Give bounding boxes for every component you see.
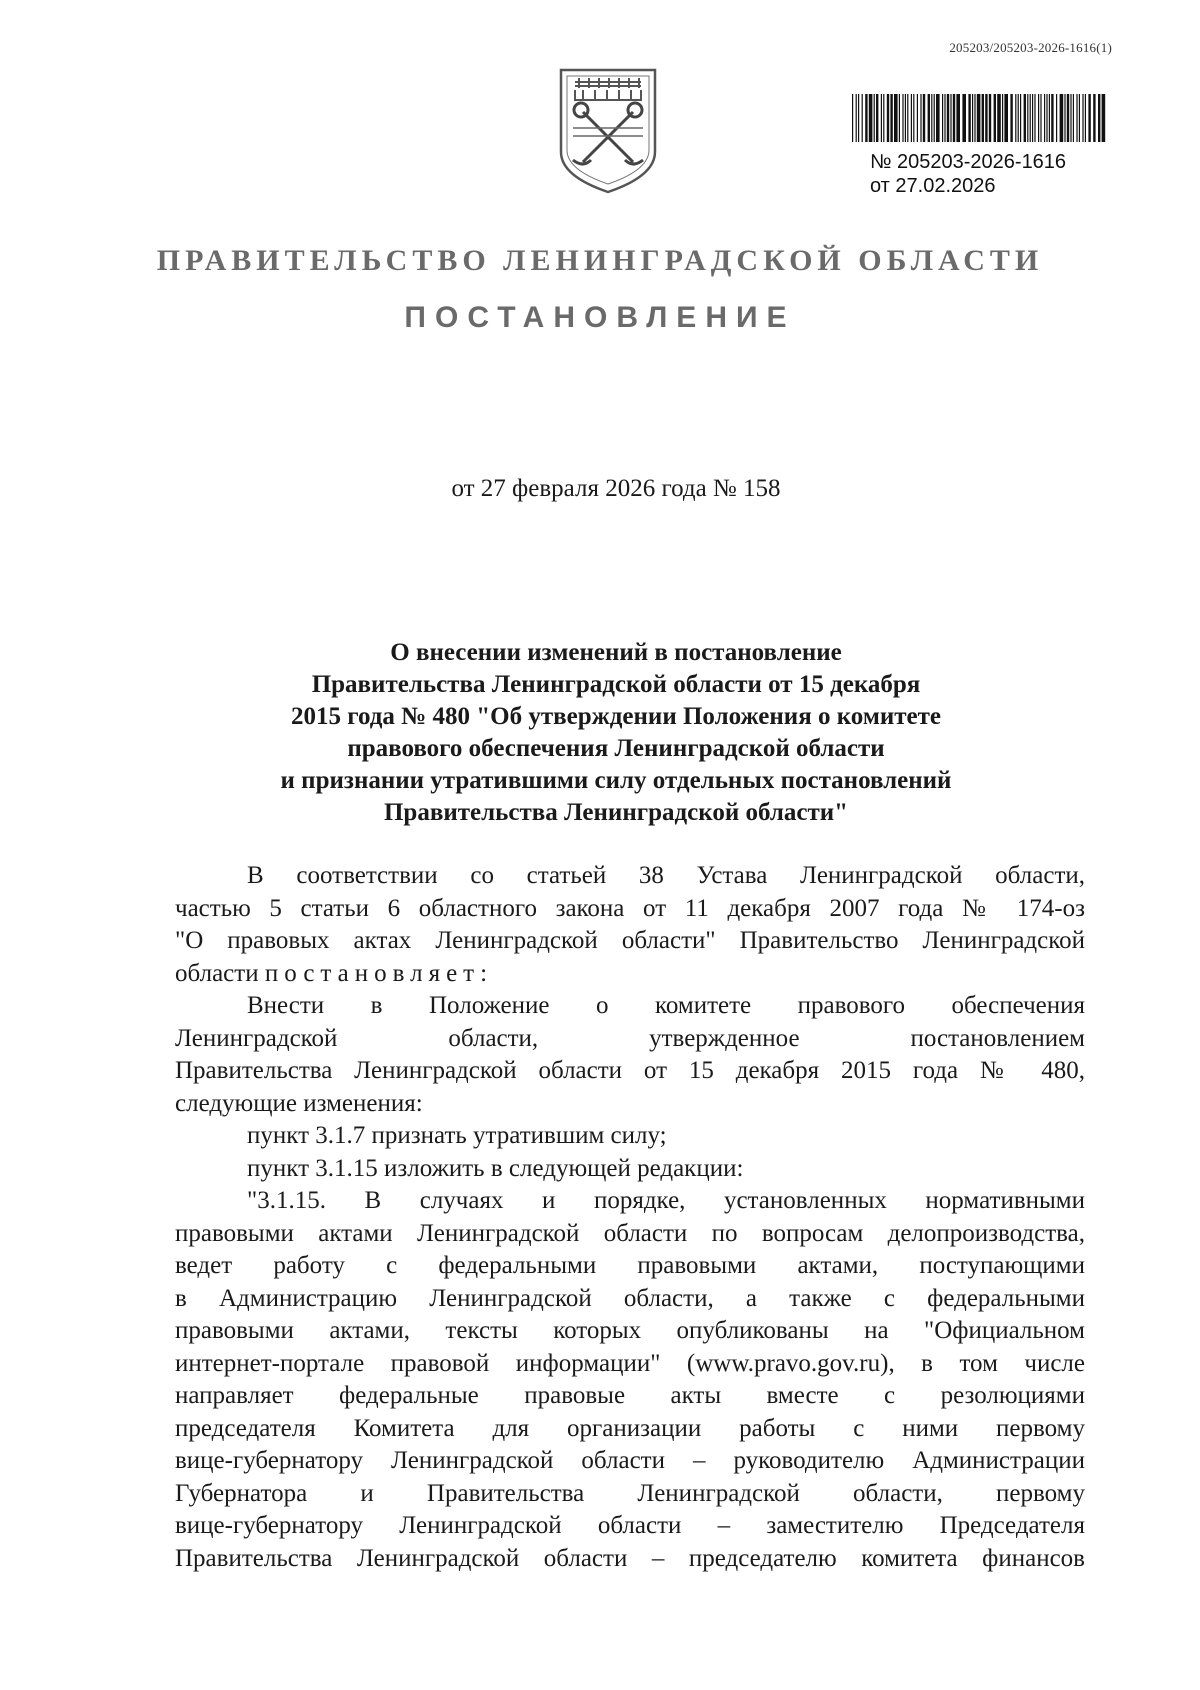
body-line: "О правовых актах Ленинградской области" Правительство Ленинградской [175, 927, 1085, 954]
body-text: области [175, 959, 259, 987]
title-line: 2015 года № 480 "Об утверждении Положения о комитете [291, 703, 941, 730]
body-line: правовыми актами, тексты которых опубликованы на "Официальном [175, 1317, 1085, 1344]
body-line: Правительства Ленинградской области от 15 декабря 2015 года № 480, [175, 1057, 1085, 1084]
leningrad-oblast-coat-of-arms-icon [553, 64, 663, 199]
body-line: в Администрацию Ленинградской области, а также с федеральными [175, 1284, 1085, 1312]
registration-number: № 205203-2026-1616 [870, 151, 1067, 173]
body-line: правовыми актами Ленинградской области по вопросам делопроизводства, [175, 1219, 1085, 1247]
title-line: правового обеспечения Ленинградской области [347, 735, 885, 762]
body-line: В соответствии со статьей 38 Устава Ленинградской области, [247, 862, 1085, 889]
barcode-icon [850, 94, 1108, 142]
document-code: 205203/205203-2026-1616(1) [949, 40, 1112, 55]
body-line: председателя Комитета для организации работы с ними первому [175, 1414, 1085, 1442]
body-line: Внести в Положение о комитете правового обеспечения [247, 992, 1085, 1019]
title-line: Правительства Ленинградской области" [383, 799, 849, 826]
registration-block [850, 94, 1112, 198]
body-line [175, 958, 1085, 991]
body-line: интернет-портале правовой информации" (www.pravo.gov.ru), в том числе [175, 1349, 1085, 1377]
body-text-spaced: постановляет: [264, 959, 494, 987]
title-line: и признании утратившими силу отдельных постановлений [280, 767, 952, 794]
body-line: вице-губернатору Ленинградской области – заместителю Председателя [175, 1512, 1085, 1539]
document-title [0, 637, 1200, 829]
body-line: следующие изменения: [175, 1089, 423, 1117]
document-type: ПОСТАНОВЛЕНИЕ [404, 301, 796, 334]
body-line: пункт 3.1.15 изложить в следующей редакции: [247, 1154, 744, 1182]
registration-date: от 27.02.2026 [870, 175, 996, 197]
body-line: Ленинградской области, утвержденное постановлением [175, 1024, 1085, 1052]
title-line: Правительства Ленинградской области от 15 декабря [311, 671, 921, 698]
document-date-number: от 27 февраля 2026 года № 158 [451, 475, 781, 502]
document-body [175, 860, 1085, 1575]
body-line: направляет федеральные правовые акты вместе с резолюциями [175, 1382, 1085, 1409]
body-line: Правительства Ленинградской области – председателю комитета финансов [175, 1544, 1085, 1572]
body-line: вице-губернатору Ленинградской области – руководителю Администрации [175, 1447, 1085, 1474]
body-line: Губернатора и Правительства Ленинградской области, первому [175, 1479, 1085, 1507]
body-line: "3.1.15. В случаях и порядке, установленных нормативными [247, 1187, 1085, 1214]
body-line: частью 5 статьи 6 областного закона от 11 декабря 2007 года № 174-оз [175, 894, 1085, 922]
title-line: О внесении изменений в постановление [390, 639, 842, 666]
government-header: ПРАВИТЕЛЬСТВО ЛЕНИНГРАДСКОЙ ОБЛАСТИ [156, 244, 1044, 277]
body-line: ведет работу с федеральными правовыми актами, поступающими [175, 1252, 1085, 1279]
body-line: пункт 3.1.7 признать утратившим силу; [247, 1122, 667, 1149]
